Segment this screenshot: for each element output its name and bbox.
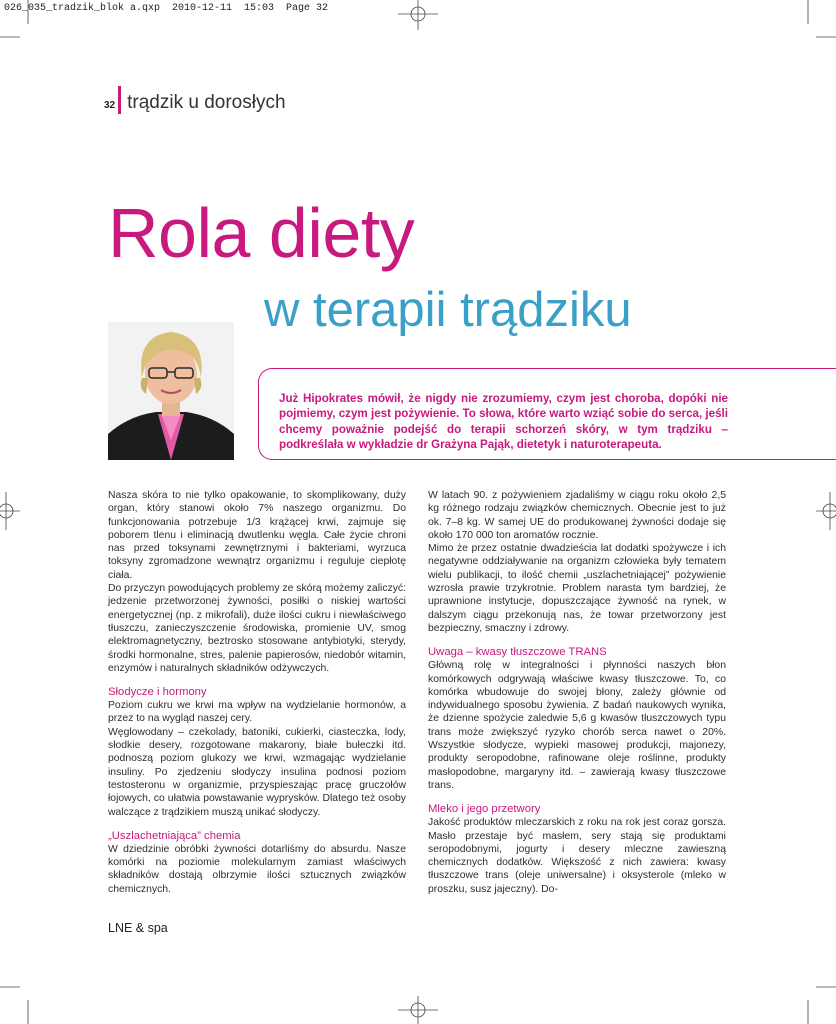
body-paragraph: Główną rolę w integralności i płynności naszych błon komórkowych odgrywają właściwe kwasy tłuszczowe. To, co komórka wbudowuje do swojej błony, zależy głównie od indywidualnego sposobu żywienia. Z badań naukowych wynika, że dzienne spożycie zaledwie 5,6 g kwasów tłuszczowych typu trans może zwiększyć ryzyko chorób serca nawet o 20%. Wszystkie słodycze, wypieki masowej produkcji, majonezy, produkty seropodobne, rafinowane oleje roślinne, produkty masłopodobne, margaryny itd. – zawierają kwasy tłuszczowe trans. [428, 660, 726, 791]
subheading: Mleko i jego przetwory [428, 803, 541, 816]
right-column [428, 489, 726, 896]
body-paragraph: W latach 90. z pożywieniem zjadaliśmy w ciągu roku około 2,5 kg różnego rodzaju związków chemicznych. Obecnie jest to już ok. 7–8 kg. W samej UE do produkowanej żywności dodaje się około 170 000 ton aromatów rocznie. [428, 490, 726, 541]
body-paragraph: Nasza skóra to nie tylko opakowanie, to skomplikowany, duży organ, który stanowi około 7% naszego organizmu. Do funkcjonowania potrzebuje 1/3 krążącej krwi, zajmuje się poborem tlenu i eliminacją dwutlenku węgla. Całe życie chroni nas przed toksynami zewnętrznymi i bakteriami, wyrzuca toksyny zgromadzone wewnątrz organizmu i reguluje ciepłotę ciała. [108, 490, 406, 581]
body-paragraph: W dziedzinie obróbki żywności dotarliśmy do absurdu. Nasze komórki na poziomie molekularnym zamiast właściwych składników dostają olbrzymie ilości sztucznych związków chemicznych. [108, 843, 406, 895]
body-paragraph: Jakość produktów mleczarskich z roku na rok jest coraz gorsza. Masło przestaje być masłem, sery stają się produktami seropodobnymi, jogurty i desery mleczne zawieszną chemicznych dodatków. Większość z nich zawiera: kwasy tłuszczowe trans (oleje uniwersalne) i oksysterole (mleko w proszku, susz jajeczny). Do- [428, 817, 726, 895]
subheading: Uwaga – kwasy tłuszczowe TRANS [428, 646, 607, 659]
section-title: trądzik u dorosłych [127, 92, 286, 113]
body-paragraph: Mimo że przez ostatnie dwadzieścia lat dodatki spożywcze i ich negatywne oddziaływanie na organizm człowieka były tematem wielu publikacji, to ilość chemii „uszlachetniającej” pożywienie wzrosła prawie trzykrotnie. Problem narasta tym bardziej, że uprawnione instytucje, dopuszczające żywność na rynek, w dalszym ciągu przekonują nas, że towar przetworzony jest bezpieczny, smaczny i zdrowy. [428, 543, 726, 634]
author-photo [108, 322, 234, 460]
body-paragraph: Do przyczyn powodujących problemy ze skórą możemy zaliczyć: jedzenie przetworzonej żywności, posiłki o niskiej wartości energetycznej (np. z mikrofali), duże ilości cukru i niewłaściwego tłuszczu, zanieczyszczenie środowiska, promienie UV, smog elektromagnetyczny, beztrosko stosowane antybiotyki, sterydy, środki hormonalne, stres, palenie papierosów, niedobór witamin, enzymów i naturalnych składników odżywczych. [108, 583, 406, 674]
left-column [108, 489, 406, 896]
lead-paragraph: Już Hipokrates mówił, że nigdy nie zrozumiemy, czym jest choroba, dopóki nie pojmiemy, czym jest pożywienie. To słowa, które warto wziąć sobie do serca, jeśli chcemy poważnie podejść do terapii schorzeń skóry, w tym trądziku – podkreślała w wykładzie dr Grażyna Pająk, dietetyk i naturoterapeuta. [279, 391, 728, 452]
header-bar [118, 86, 121, 114]
article-title: Rola diety [108, 194, 415, 272]
page-number: 32 [104, 100, 116, 111]
subheading: „Uszlachetniająca” chemia [108, 829, 241, 842]
article-subtitle: w terapii trądziku [264, 283, 632, 337]
body-paragraph: Poziom cukru we krwi ma wpływ na wydzielanie hormonów, a przez to na wygląd naszej cery. [108, 700, 406, 725]
body-paragraph: Węglowodany – czekolady, batoniki, cukierki, ciasteczka, lody, słodkie desery, rozgotowane makarony, białe bułeczki itd. podnoszą poziom glukozy we krwi, wzmagając wydzielanie insuliny. Po zjedzeniu słodyczy insulina podnosi poziom testosteronu w organizmie, przyspieszając pracę gruczołów łojowych, co ułatwia powstawanie wyprysków. Dlatego też osoby walczące z trądzikiem muszą unikać słodyczy. [108, 726, 406, 818]
print-slug: 026_035_tradzik_blok a.qxp 2010-12-11 15:03 Page 32 [4, 3, 329, 14]
magazine-footer: LNE & spa [108, 921, 168, 935]
section-header [104, 86, 286, 114]
subheading: Słodycze i hormony [108, 686, 207, 699]
